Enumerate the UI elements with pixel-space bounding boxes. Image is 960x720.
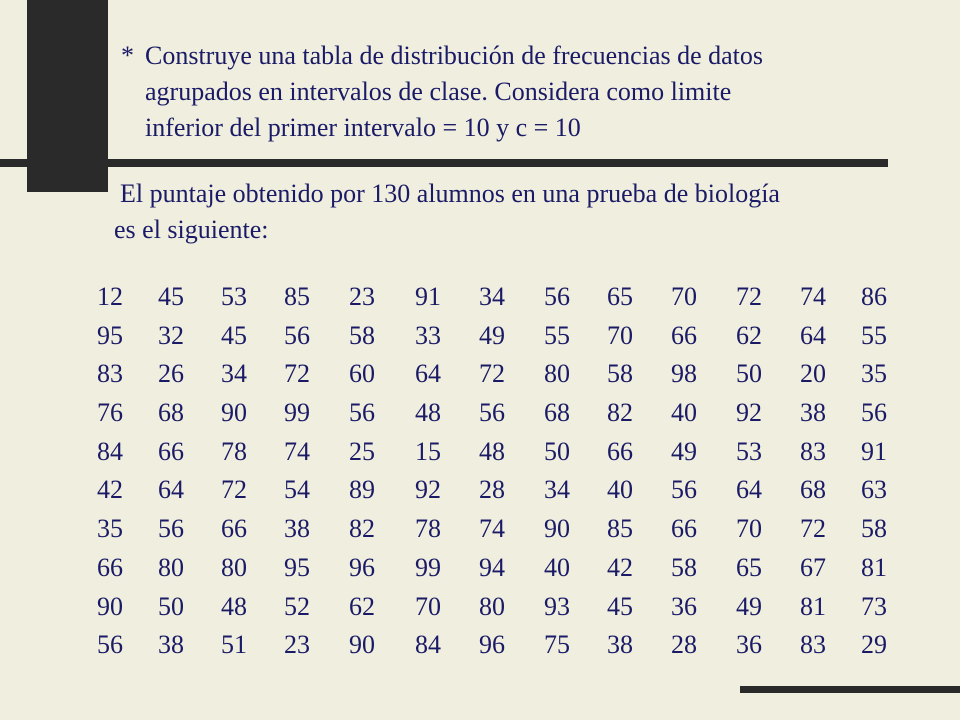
instruction-line-2: agrupados en intervalos de clase. Considera como limite [145, 77, 732, 106]
score-value: 90 [221, 398, 247, 428]
score-value: 23 [349, 282, 375, 311]
score-value: 64 [158, 475, 184, 505]
score-value: 48 [221, 591, 247, 621]
score-value: 64 [415, 359, 441, 389]
score-value: 99 [284, 398, 310, 428]
score-value: 80 [479, 591, 505, 621]
score-value: 42 [97, 475, 123, 505]
score-value: 49 [479, 320, 505, 350]
score-value: 56 [158, 514, 184, 544]
score-value: 58 [671, 552, 697, 582]
score-row [97, 317, 917, 356]
score-row [97, 394, 917, 433]
score-value: 84 [97, 436, 123, 466]
score-value: 70 [607, 320, 633, 350]
score-value: 56 [479, 398, 505, 428]
problem-statement [114, 176, 944, 248]
score-value: 36 [736, 630, 762, 660]
score-value: 40 [544, 552, 570, 582]
score-row [97, 471, 917, 510]
statement-line-1: El puntaje obtenido por 130 alumnos en una prueba de biología [120, 179, 780, 208]
instruction-text [121, 38, 921, 146]
score-value: 45 [158, 282, 184, 311]
score-value: 68 [544, 398, 570, 428]
score-value: 64 [800, 320, 826, 350]
score-value: 85 [284, 282, 310, 311]
score-value: 94 [479, 552, 505, 582]
score-value: 90 [349, 630, 375, 660]
scores-grid [97, 278, 917, 665]
score-value: 34 [544, 475, 570, 505]
score-value: 67 [800, 552, 826, 582]
score-value: 73 [861, 591, 887, 621]
score-value: 23 [284, 630, 310, 660]
score-value: 93 [544, 591, 570, 621]
score-value: 70 [736, 514, 762, 544]
score-value: 99 [415, 552, 441, 582]
score-value: 91 [415, 282, 441, 311]
decorative-bottom-rule [740, 686, 960, 693]
instruction-line-1: Construye una tabla de distribución de frecuencias de datos [145, 41, 764, 70]
score-value: 38 [607, 630, 633, 660]
score-value: 38 [800, 398, 826, 428]
score-value: 66 [607, 436, 633, 466]
score-value: 84 [415, 630, 441, 660]
score-value: 98 [671, 359, 697, 389]
score-value: 56 [349, 398, 375, 428]
score-value: 35 [97, 514, 123, 544]
score-value: 83 [800, 630, 826, 660]
score-row [97, 355, 917, 394]
instruction-line-3: inferior del primer intervalo = 10 y c = 10 [145, 113, 581, 142]
decorative-horizontal-rule [0, 159, 888, 167]
score-value: 36 [671, 591, 697, 621]
score-value: 56 [97, 630, 123, 660]
score-value: 50 [158, 591, 184, 621]
score-row [97, 433, 917, 472]
score-value: 33 [415, 320, 441, 350]
score-value: 82 [349, 514, 375, 544]
score-value: 70 [415, 591, 441, 621]
score-value: 74 [800, 282, 826, 311]
score-value: 62 [349, 591, 375, 621]
score-value: 54 [284, 475, 310, 505]
score-value: 74 [479, 514, 505, 544]
score-value: 56 [544, 282, 570, 311]
score-value: 81 [861, 552, 887, 582]
score-value: 72 [284, 359, 310, 389]
score-value: 12 [97, 282, 123, 311]
score-value: 56 [861, 398, 887, 428]
score-value: 81 [800, 591, 826, 621]
score-value: 80 [221, 552, 247, 582]
score-value: 96 [479, 630, 505, 660]
score-value: 35 [861, 359, 887, 389]
score-value: 95 [97, 320, 123, 350]
score-value: 58 [861, 514, 887, 544]
score-value: 26 [158, 359, 184, 389]
score-value: 34 [221, 359, 247, 389]
score-value: 48 [479, 436, 505, 466]
score-value: 92 [736, 398, 762, 428]
score-value: 72 [221, 475, 247, 505]
score-value: 80 [158, 552, 184, 582]
score-value: 82 [607, 398, 633, 428]
score-value: 58 [607, 359, 633, 389]
score-value: 95 [284, 552, 310, 582]
score-value: 86 [861, 282, 887, 311]
score-value: 50 [544, 436, 570, 466]
score-value: 28 [671, 630, 697, 660]
score-value: 63 [861, 475, 887, 505]
score-value: 66 [221, 514, 247, 544]
score-value: 38 [158, 630, 184, 660]
score-value: 20 [800, 359, 826, 389]
score-row [97, 626, 917, 665]
score-value: 80 [544, 359, 570, 389]
score-value: 58 [349, 320, 375, 350]
score-value: 68 [158, 398, 184, 428]
score-value: 56 [284, 320, 310, 350]
score-row [97, 278, 917, 317]
score-value: 83 [97, 359, 123, 389]
score-value: 29 [861, 630, 887, 660]
score-value: 74 [284, 436, 310, 466]
score-value: 72 [479, 359, 505, 389]
score-value: 53 [221, 282, 247, 311]
score-value: 96 [349, 552, 375, 582]
score-value: 45 [221, 320, 247, 350]
score-row [97, 549, 917, 588]
score-value: 65 [607, 282, 633, 311]
bullet-asterisk: * [121, 41, 134, 70]
score-value: 75 [544, 630, 570, 660]
score-value: 55 [861, 320, 887, 350]
score-value: 48 [415, 398, 441, 428]
score-value: 62 [736, 320, 762, 350]
score-value: 66 [671, 320, 697, 350]
score-value: 25 [349, 436, 375, 466]
score-value: 92 [415, 475, 441, 505]
score-value: 56 [671, 475, 697, 505]
score-value: 66 [158, 436, 184, 466]
score-value: 78 [415, 514, 441, 544]
score-value: 85 [607, 514, 633, 544]
score-value: 60 [349, 359, 375, 389]
score-value: 55 [544, 320, 570, 350]
score-value: 40 [607, 475, 633, 505]
score-value: 76 [97, 398, 123, 428]
score-value: 68 [800, 475, 826, 505]
score-value: 34 [479, 282, 505, 311]
score-value: 83 [800, 436, 826, 466]
score-value: 90 [97, 591, 123, 621]
score-value: 65 [736, 552, 762, 582]
score-value: 42 [607, 552, 633, 582]
score-value: 70 [671, 282, 697, 311]
score-value: 64 [736, 475, 762, 505]
score-value: 91 [861, 436, 887, 466]
score-value: 78 [221, 436, 247, 466]
score-value: 53 [736, 436, 762, 466]
score-value: 49 [736, 591, 762, 621]
score-value: 28 [479, 475, 505, 505]
score-value: 51 [221, 630, 247, 660]
statement-line-2: es el siguiente: [114, 215, 269, 244]
score-value: 52 [284, 591, 310, 621]
score-value: 40 [671, 398, 697, 428]
score-value: 38 [284, 514, 310, 544]
score-value: 89 [349, 475, 375, 505]
score-value: 50 [736, 359, 762, 389]
score-value: 66 [671, 514, 697, 544]
score-row [97, 588, 917, 627]
score-value: 72 [800, 514, 826, 544]
score-value: 66 [97, 552, 123, 582]
score-value: 72 [736, 282, 762, 311]
score-value: 90 [544, 514, 570, 544]
score-value: 49 [671, 436, 697, 466]
score-value: 15 [415, 436, 441, 466]
score-value: 32 [158, 320, 184, 350]
score-row [97, 510, 917, 549]
score-value: 45 [607, 591, 633, 621]
